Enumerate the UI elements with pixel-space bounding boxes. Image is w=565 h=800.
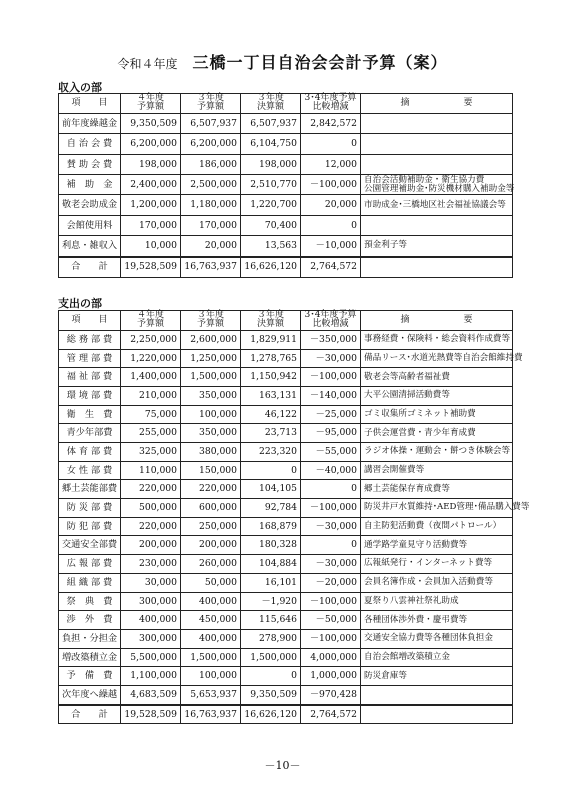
- diff-cell: －140,000: [301, 386, 361, 405]
- diff-cell: 2,764,572: [301, 257, 361, 278]
- item-cell: 防 災 部 費: [59, 499, 121, 518]
- table-row: [59, 195, 513, 215]
- column-header: ３年度 決算額: [241, 94, 301, 114]
- budget-cell: 9,350,509: [121, 113, 181, 133]
- diff-cell: －100,000: [301, 175, 361, 195]
- budget-cell: 300,000: [121, 629, 181, 648]
- note-cell: [361, 705, 513, 724]
- prev-budget-cell: 150,000: [181, 461, 241, 480]
- item-cell: 会館使用料: [59, 215, 121, 235]
- budget-cell: 255,000: [121, 424, 181, 443]
- prev-budget-cell: 1,250,000: [181, 349, 241, 368]
- diff-cell: 2,842,572: [301, 113, 361, 133]
- note-cell: ゴミ収集所ゴミネット補助費: [361, 405, 513, 424]
- table-row: [59, 648, 513, 667]
- table-row: [59, 573, 513, 592]
- column-header: ３年度 予算額: [181, 311, 241, 331]
- budget-cell: 220,000: [121, 480, 181, 499]
- budget-cell: 200,000: [121, 536, 181, 555]
- expense-section-label: 支出の部: [58, 297, 102, 310]
- budget-cell: 2,250,000: [121, 330, 181, 349]
- table-row: [59, 368, 513, 387]
- budget-cell: 10,000: [121, 236, 181, 257]
- prev-budget-cell: 400,000: [181, 629, 241, 648]
- prev-actual-cell: 9,350,509: [241, 685, 301, 704]
- budget-cell: 500,000: [121, 499, 181, 518]
- expense-table: [58, 310, 530, 724]
- prev-actual-cell: 2,510,770: [241, 175, 301, 195]
- title-fiscal-year: 令和４年度: [117, 57, 178, 71]
- prev-actual-cell: 104,884: [241, 555, 301, 574]
- prev-budget-cell: 50,000: [181, 573, 241, 592]
- budget-cell: 1,400,000: [121, 368, 181, 387]
- prev-budget-cell: 250,000: [181, 517, 241, 536]
- item-cell: 交通安全部費: [59, 536, 121, 555]
- column-header: 摘 要: [361, 94, 513, 114]
- column-header: 摘 要: [361, 311, 513, 331]
- item-cell: 広 報 部 費: [59, 555, 121, 574]
- prev-budget-cell: 20,000: [181, 236, 241, 257]
- table-row: [59, 113, 513, 133]
- table-row: [59, 330, 513, 349]
- prev-budget-cell: 186,000: [181, 154, 241, 174]
- diff-cell: －100,000: [301, 592, 361, 611]
- prev-actual-cell: 6,104,750: [241, 134, 301, 154]
- item-cell: 敬老会助成金: [59, 195, 121, 215]
- diff-cell: －30,000: [301, 517, 361, 536]
- item-cell: 利息・雑収入: [59, 236, 121, 257]
- note-cell: 大平公園清掃活動費等: [361, 386, 513, 405]
- prev-budget-cell: 220,000: [181, 480, 241, 499]
- title-main: 三橋一丁目自治会会計予算（案）: [192, 53, 448, 72]
- prev-actual-cell: 115,646: [241, 611, 301, 630]
- diff-cell: －100,000: [301, 368, 361, 387]
- prev-budget-cell: 6,200,000: [181, 134, 241, 154]
- note-cell: 防災倉庫等: [361, 667, 513, 686]
- table-row: [59, 405, 513, 424]
- total-row: [59, 705, 513, 724]
- table-row: [59, 555, 513, 574]
- table-row: [59, 443, 513, 462]
- item-cell: 福 祉 部 費: [59, 368, 121, 387]
- prev-actual-cell: 16,626,120: [241, 257, 301, 278]
- prev-budget-cell: 600,000: [181, 499, 241, 518]
- prev-actual-cell: 16,101: [241, 573, 301, 592]
- note-cell: 会員名簿作成・会員加入活動費等: [361, 573, 513, 592]
- item-cell: 組 織 部 費: [59, 573, 121, 592]
- item-cell: 前年度繰越金: [59, 113, 121, 133]
- diff-cell: －350,000: [301, 330, 361, 349]
- prev-budget-cell: 2,500,000: [181, 175, 241, 195]
- note-cell: 防災井戸水質維持･AED管理･備品購入費等: [361, 499, 513, 518]
- note-cell: [361, 113, 513, 133]
- prev-budget-cell: 100,000: [181, 667, 241, 686]
- budget-cell: 19,528,509: [121, 705, 181, 724]
- note-cell: 預金利子等: [361, 236, 513, 257]
- prev-actual-cell: 6,507,937: [241, 113, 301, 133]
- prev-budget-cell: 2,600,000: [181, 330, 241, 349]
- column-header: ４年度 予算額: [121, 94, 181, 114]
- item-cell: 次年度へ繰越: [59, 685, 121, 704]
- prev-actual-cell: 23,713: [241, 424, 301, 443]
- note-cell: 夏祭り八雲神社祭礼助成: [361, 592, 513, 611]
- table-row: [59, 611, 513, 630]
- item-cell: 合 計: [59, 705, 121, 724]
- column-header: ３年度 決算額: [241, 311, 301, 331]
- budget-cell: 220,000: [121, 517, 181, 536]
- table-row: [59, 154, 513, 174]
- prev-actual-cell: 1,500,000: [241, 648, 301, 667]
- prev-actual-cell: 0: [241, 461, 301, 480]
- prev-actual-cell: 198,000: [241, 154, 301, 174]
- prev-budget-cell: 16,763,937: [181, 705, 241, 724]
- diff-cell: －30,000: [301, 349, 361, 368]
- prev-budget-cell: 170,000: [181, 215, 241, 235]
- table-row: [59, 667, 513, 686]
- item-cell: 衛 生 費: [59, 405, 121, 424]
- note-cell: 事務経費・保険料・総会資料作成費等: [361, 330, 513, 349]
- note-cell: 講習会開催費等: [361, 461, 513, 480]
- table-row: [59, 629, 513, 648]
- table-row: [59, 499, 513, 518]
- prev-actual-cell: 1,829,911: [241, 330, 301, 349]
- table-row: [59, 236, 513, 257]
- note-cell: 郷土芸能保存育成費等: [361, 480, 513, 499]
- prev-actual-cell: 16,626,120: [241, 705, 301, 724]
- note-cell: [361, 685, 513, 704]
- prev-actual-cell: 1,220,700: [241, 195, 301, 215]
- table-row: [59, 536, 513, 555]
- prev-actual-cell: 70,400: [241, 215, 301, 235]
- prev-budget-cell: 200,000: [181, 536, 241, 555]
- note-cell: 各種団体渉外費・慶弔費等: [361, 611, 513, 630]
- item-cell: 郷土芸能部費: [59, 480, 121, 499]
- table-row: [59, 461, 513, 480]
- note-cell: ラジオ体操・運動会・餅つき体験会等: [361, 443, 513, 462]
- page-number: －10－: [264, 759, 301, 772]
- column-header: ３年度 予算額: [181, 94, 241, 114]
- item-cell: 合 計: [59, 257, 121, 278]
- note-cell: [361, 257, 513, 278]
- note-cell: 交通安全協力費等各種団体負担金: [361, 629, 513, 648]
- item-cell: 増改築積立金: [59, 648, 121, 667]
- diff-cell: －10,000: [301, 236, 361, 257]
- diff-cell: －55,000: [301, 443, 361, 462]
- prev-actual-cell: 223,320: [241, 443, 301, 462]
- note-cell: 子供会運営費・青少年育成費: [361, 424, 513, 443]
- table-row: [59, 424, 513, 443]
- prev-actual-cell: －1,920: [241, 592, 301, 611]
- note-cell: 市助成金･三橋地区社会福祉協議会等: [361, 195, 513, 215]
- prev-budget-cell: 260,000: [181, 555, 241, 574]
- diff-cell: －20,000: [301, 573, 361, 592]
- item-cell: 渉 外 費: [59, 611, 121, 630]
- budget-cell: 75,000: [121, 405, 181, 424]
- table-row: [59, 685, 513, 704]
- prev-budget-cell: 6,507,937: [181, 113, 241, 133]
- prev-actual-cell: 13,563: [241, 236, 301, 257]
- diff-cell: 4,000,000: [301, 648, 361, 667]
- total-row: [59, 257, 513, 278]
- note-cell: [361, 134, 513, 154]
- income-section-label: 収入の部: [58, 81, 102, 94]
- prev-actual-cell: 1,150,942: [241, 368, 301, 387]
- item-cell: 負担・分担金: [59, 629, 121, 648]
- table-row: [59, 175, 513, 195]
- prev-actual-cell: 1,278,765: [241, 349, 301, 368]
- note-cell: 広報紙発行・インターネット費等: [361, 555, 513, 574]
- prev-budget-cell: 350,000: [181, 424, 241, 443]
- note-cell: 通学路学童見守り活動費等: [361, 536, 513, 555]
- prev-budget-cell: 5,653,937: [181, 685, 241, 704]
- item-cell: 自 治 会 費: [59, 134, 121, 154]
- item-cell: 防 犯 部 費: [59, 517, 121, 536]
- budget-cell: 1,220,000: [121, 349, 181, 368]
- income-table: [58, 93, 513, 278]
- item-cell: 体 育 部 費: [59, 443, 121, 462]
- table-row: [59, 592, 513, 611]
- header-row: [59, 94, 513, 114]
- prev-budget-cell: 1,180,000: [181, 195, 241, 215]
- prev-budget-cell: 100,000: [181, 405, 241, 424]
- note-cell: 自治会館増改築積立金: [361, 648, 513, 667]
- prev-actual-cell: 180,328: [241, 536, 301, 555]
- prev-actual-cell: 92,784: [241, 499, 301, 518]
- budget-cell: 5,500,000: [121, 648, 181, 667]
- budget-cell: 110,000: [121, 461, 181, 480]
- item-cell: 総 務 部 費: [59, 330, 121, 349]
- diff-cell: 20,000: [301, 195, 361, 215]
- note-cell: 敬老会等高齢者福祉費: [361, 368, 513, 387]
- budget-cell: 325,000: [121, 443, 181, 462]
- diff-cell: －50,000: [301, 611, 361, 630]
- budget-cell: 1,100,000: [121, 667, 181, 686]
- item-cell: 賛 助 会 費: [59, 154, 121, 174]
- note-cell: 自主防犯活動費（夜間パトロール）: [361, 517, 513, 536]
- column-header: 3･4年度予算 比較増減: [301, 311, 361, 331]
- budget-cell: 2,400,000: [121, 175, 181, 195]
- diff-cell: －30,000: [301, 555, 361, 574]
- prev-actual-cell: 104,105: [241, 480, 301, 499]
- prev-actual-cell: 163,131: [241, 386, 301, 405]
- table-row: [59, 215, 513, 235]
- item-cell: 祭 典 費: [59, 592, 121, 611]
- diff-cell: －970,428: [301, 685, 361, 704]
- diff-cell: 12,000: [301, 154, 361, 174]
- diff-cell: 0: [301, 480, 361, 499]
- item-cell: 補 助 金: [59, 175, 121, 195]
- budget-cell: 210,000: [121, 386, 181, 405]
- budget-cell: 400,000: [121, 611, 181, 630]
- page-title: [0, 50, 565, 73]
- diff-cell: －25,000: [301, 405, 361, 424]
- diff-cell: －100,000: [301, 499, 361, 518]
- prev-budget-cell: 1,500,000: [181, 368, 241, 387]
- prev-budget-cell: 380,000: [181, 443, 241, 462]
- note-cell: 備品リース･水道光熱費等自治会館維持費: [361, 349, 513, 368]
- budget-cell: 230,000: [121, 555, 181, 574]
- budget-cell: 19,528,509: [121, 257, 181, 278]
- diff-cell: －100,000: [301, 629, 361, 648]
- column-header: 項 目: [59, 94, 121, 114]
- diff-cell: 0: [301, 536, 361, 555]
- prev-budget-cell: 350,000: [181, 386, 241, 405]
- header-row: [59, 311, 513, 331]
- diff-cell: 0: [301, 134, 361, 154]
- diff-cell: －40,000: [301, 461, 361, 480]
- budget-cell: 30,000: [121, 573, 181, 592]
- diff-cell: 0: [301, 215, 361, 235]
- table-row: [59, 349, 513, 368]
- table-row: [59, 517, 513, 536]
- prev-budget-cell: 400,000: [181, 592, 241, 611]
- note-cell: [361, 215, 513, 235]
- diff-cell: －95,000: [301, 424, 361, 443]
- diff-cell: 1,000,000: [301, 667, 361, 686]
- budget-cell: 170,000: [121, 215, 181, 235]
- budget-cell: 4,683,509: [121, 685, 181, 704]
- prev-actual-cell: 278,900: [241, 629, 301, 648]
- item-cell: 環 境 部 費: [59, 386, 121, 405]
- prev-actual-cell: 168,879: [241, 517, 301, 536]
- note-cell: [361, 154, 513, 174]
- budget-cell: 198,000: [121, 154, 181, 174]
- item-cell: 青少年部費: [59, 424, 121, 443]
- diff-cell: 2,764,572: [301, 705, 361, 724]
- item-cell: 予 備 費: [59, 667, 121, 686]
- column-header: 3･4年度予算 比較増減: [301, 94, 361, 114]
- prev-actual-cell: 0: [241, 667, 301, 686]
- table-row: [59, 386, 513, 405]
- column-header: ４年度 予算額: [121, 311, 181, 331]
- budget-cell: 300,000: [121, 592, 181, 611]
- budget-cell: 6,200,000: [121, 134, 181, 154]
- item-cell: 女 性 部 費: [59, 461, 121, 480]
- column-header: 項 目: [59, 311, 121, 331]
- item-cell: 管 理 部 費: [59, 349, 121, 368]
- prev-actual-cell: 46,122: [241, 405, 301, 424]
- note-cell: 自治会活動補助金・衛生協力費 公園管理補助金･防災機材購入補助金等: [361, 175, 513, 195]
- prev-budget-cell: 16,763,937: [181, 257, 241, 278]
- table-row: [59, 480, 513, 499]
- table-row: [59, 134, 513, 154]
- prev-budget-cell: 450,000: [181, 611, 241, 630]
- prev-budget-cell: 1,500,000: [181, 648, 241, 667]
- budget-cell: 1,200,000: [121, 195, 181, 215]
